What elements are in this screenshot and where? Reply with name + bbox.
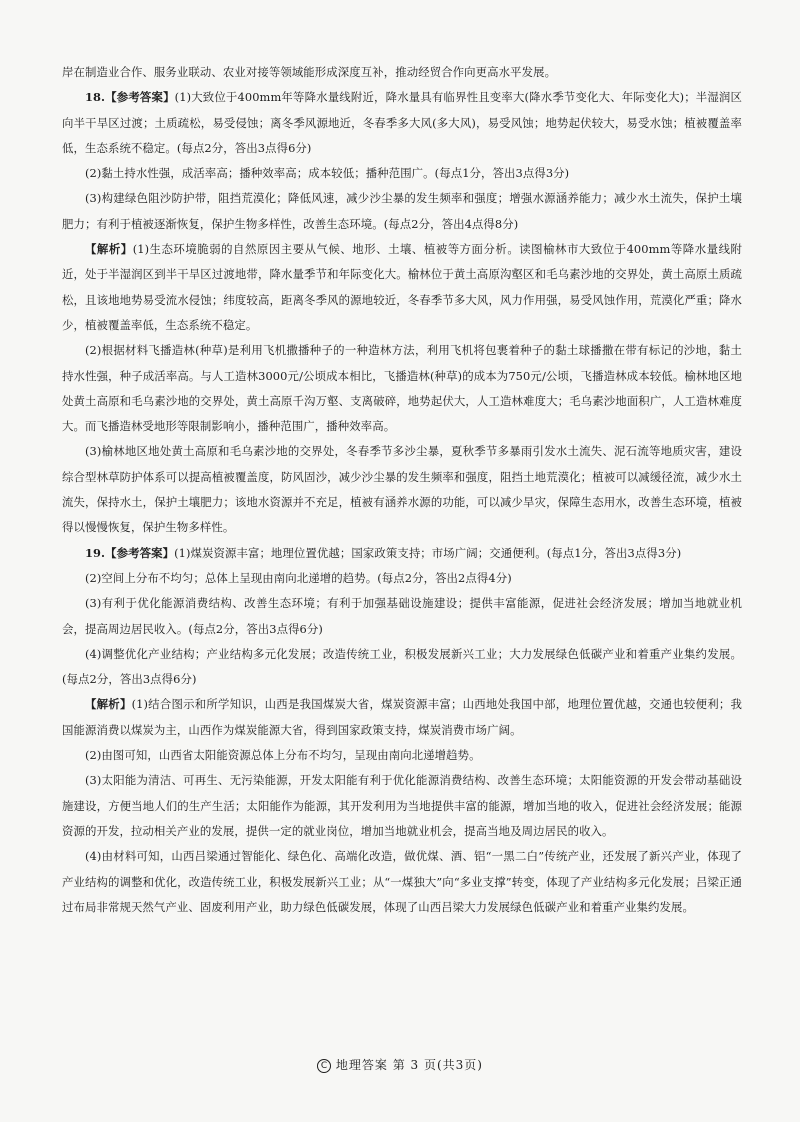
answer-paragraph bbox=[62, 541, 742, 566]
paragraph-text: (3)榆林地区地处黄土高原和毛乌素沙地的交界处，冬春季节多沙尘暴，夏秋季节多暴雨引发水土流失、泥石流等地质灾害，建设综合型林草防护体系可以提高植被覆盖度，防风固沙，减少沙尘暴的发生频率和强度，阻挡土地荒漠化；植被可以减缓径流，减少水土流失，保持水土，保护土壤肥力；该地水资源并不充足，植被有涵养水源的功能，可以减少旱灾，保障生态用水，改善生态环境，植被得以慢慢恢复，保护生物多样性。 bbox=[62, 444, 742, 535]
paragraph-text: (2)黏土持水性强，成活率高；播种效率高；成本较低；播种范围广。(每点1分，答出3点得3分) bbox=[85, 166, 570, 181]
answer-paragraph bbox=[62, 566, 742, 591]
answer-paragraph bbox=[62, 161, 742, 186]
paragraph-text: (1)生态环境脆弱的自然原因主要从气候、地形、土壤、植被等方面分析。读图榆林市大致位于400mm等降水量线附近，处于半湿润区到半干旱区过渡地带，降水量季节和年际变化大。榆林位于黄土高原沟壑区和毛乌素沙地的交界处，黄土高原土质疏松，且该地地势易受流水侵蚀；纬度较高，距离冬季风的源地较近，冬春季节多大风，风力作用强，易受风蚀作用，荒漠化严重；降水少，植被覆盖率低，生态系统不稳定。 bbox=[62, 242, 742, 332]
answer-paragraph bbox=[62, 692, 742, 743]
answer-paragraph bbox=[62, 186, 742, 237]
answer-paragraph bbox=[62, 60, 742, 85]
paragraph-text: (1)结合图示和所学知识，山西是我国煤炭大省，煤炭资源丰富；山西地处我国中部，地理位置优越，交通也较便利；我国能源消费以煤炭为主，山西作为煤炭能源大省，得到国家政策支持，煤炭消费市场广阔。 bbox=[62, 697, 742, 737]
answer-paragraph bbox=[62, 338, 742, 439]
page-footer bbox=[0, 1056, 800, 1073]
paragraph-text: (2)空间上分布不均匀；总体上呈现由南向北递增的趋势。(每点2分，答出2点得4分) bbox=[85, 570, 512, 585]
paragraph-text: (4)调整优化产业结构；产业结构多元化发展；改造传统工业，积极发展新兴工业；大力发展绿色低碳产业和着重产业集约发展。(每点2分，答出3点得6分) bbox=[62, 646, 742, 687]
paragraph-label: 18.【参考答案】 bbox=[85, 90, 175, 105]
answer-paragraph bbox=[62, 642, 742, 693]
answer-paragraph bbox=[62, 237, 742, 338]
paragraph-label: 19.【参考答案】 bbox=[85, 545, 175, 560]
paragraph-text: (2)由图可知，山西省太阳能资源总体上分布不均匀，呈现由南向北递增趋势。 bbox=[85, 748, 481, 763]
paragraph-text: (3)太阳能为清洁、可再生、无污染能源，开发太阳能有利于优化能源消费结构、改善生态环境；太阳能资源的开发会带动基础设施建设，方便当地人们的生产生活；太阳能作为能源，其开发利用为当地提供丰富的能源，增加当地的收入，促进社会经济发展；能源资源的开发，拉动相关产业的发展，提供一定的就业岗位，增加当地就业机会，提高当地及周边居民的收入。 bbox=[62, 773, 742, 838]
answer-paragraph bbox=[62, 844, 742, 920]
paragraph-label: 【解析】 bbox=[85, 697, 132, 712]
paragraph-text: (1)煤炭资源丰富；地理位置优越；国家政策支持；市场广阔；交通便利。(每点1分，答出3点得3分) bbox=[174, 545, 682, 560]
paragraph-text: (4)由材料可知，山西吕梁通过智能化、绿色化、高端化改造，做优煤、酒、铝“一黑二白”传统产业，还发展了新兴产业，体现了产业结构的调整和优化，改造传统工业，积极发展新兴工业；从“一煤独大”向“多业支撑”转变，体现了产业结构多元化发展；吕梁正通过布局非常规天然气产业、固废利用产业，助力绿色低碳发展，体现了山西吕梁大力发展绿色低碳产业和着重产业集约发展。 bbox=[62, 849, 742, 914]
answer-paragraph bbox=[62, 768, 742, 844]
paragraph-text: (2)根据材料飞播造林(种草)是利用飞机撒播种子的一种造林方法，利用飞机将包裹着种子的黏土球播撒在带有标记的沙地，黏土持水性强，种子成活率高。与人工造林3000元/公顷成本相比，飞播造林(种草)的成本为750元/公顷，飞播造林成本较低。榆林地区地处黄土高原和毛乌素沙地的交界处，黄土高原千沟万壑、支离破碎，地势起伏大，人工造林难度大；毛乌素沙地面积广，人工造林难度大。而飞播造林受地形等限制影响小，播种范围广，播种效率高。 bbox=[62, 343, 742, 434]
paragraph-text: (1)大致位于400mm年等降水量线附近，降水量具有临界性且变率大(降水季节变化大、年际变化大)；半湿润区向半干旱区过渡；土质疏松，易受侵蚀；离冬季风源地近，冬春季多大风(多大风)，易受风蚀；地势起伏较大，易受水蚀；植被覆盖率低，生态系统不稳定。(每点2分，答出3点得6分) bbox=[62, 90, 743, 155]
footer-page-text: 地理答案 第 3 页(共3页) bbox=[335, 1058, 483, 1072]
copyright-icon: C bbox=[317, 1059, 331, 1073]
paragraph-text: (3)构建绿色阻沙防护带，阻挡荒漠化；降低风速，减少沙尘暴的发生频率和强度；增强水源涵养能力；减少水土流失，保护土壤肥力；有利于植被逐渐恢复，保护生物多样性，改善生态环境。(每点2分，答出4点得8分) bbox=[62, 191, 742, 231]
answer-paragraph bbox=[62, 743, 742, 768]
answer-paragraph bbox=[62, 591, 742, 642]
answer-content bbox=[62, 60, 742, 920]
paragraph-text: (3)有利于优化能源消费结构、改善生态环境；有利于加强基础设施建设；提供丰富能源，促进社会经济发展；增加当地就业机会，提高周边居民收入。(每点2分，答出3点得6分) bbox=[62, 596, 742, 636]
answer-paragraph bbox=[62, 85, 742, 161]
paragraph-text: 岸在制造业合作、服务业联动、农业对接等领域能形成深度互补，推动经贸合作向更高水平发展。 bbox=[62, 65, 557, 79]
answer-paragraph bbox=[62, 439, 742, 540]
paragraph-label: 【解析】 bbox=[85, 242, 133, 257]
